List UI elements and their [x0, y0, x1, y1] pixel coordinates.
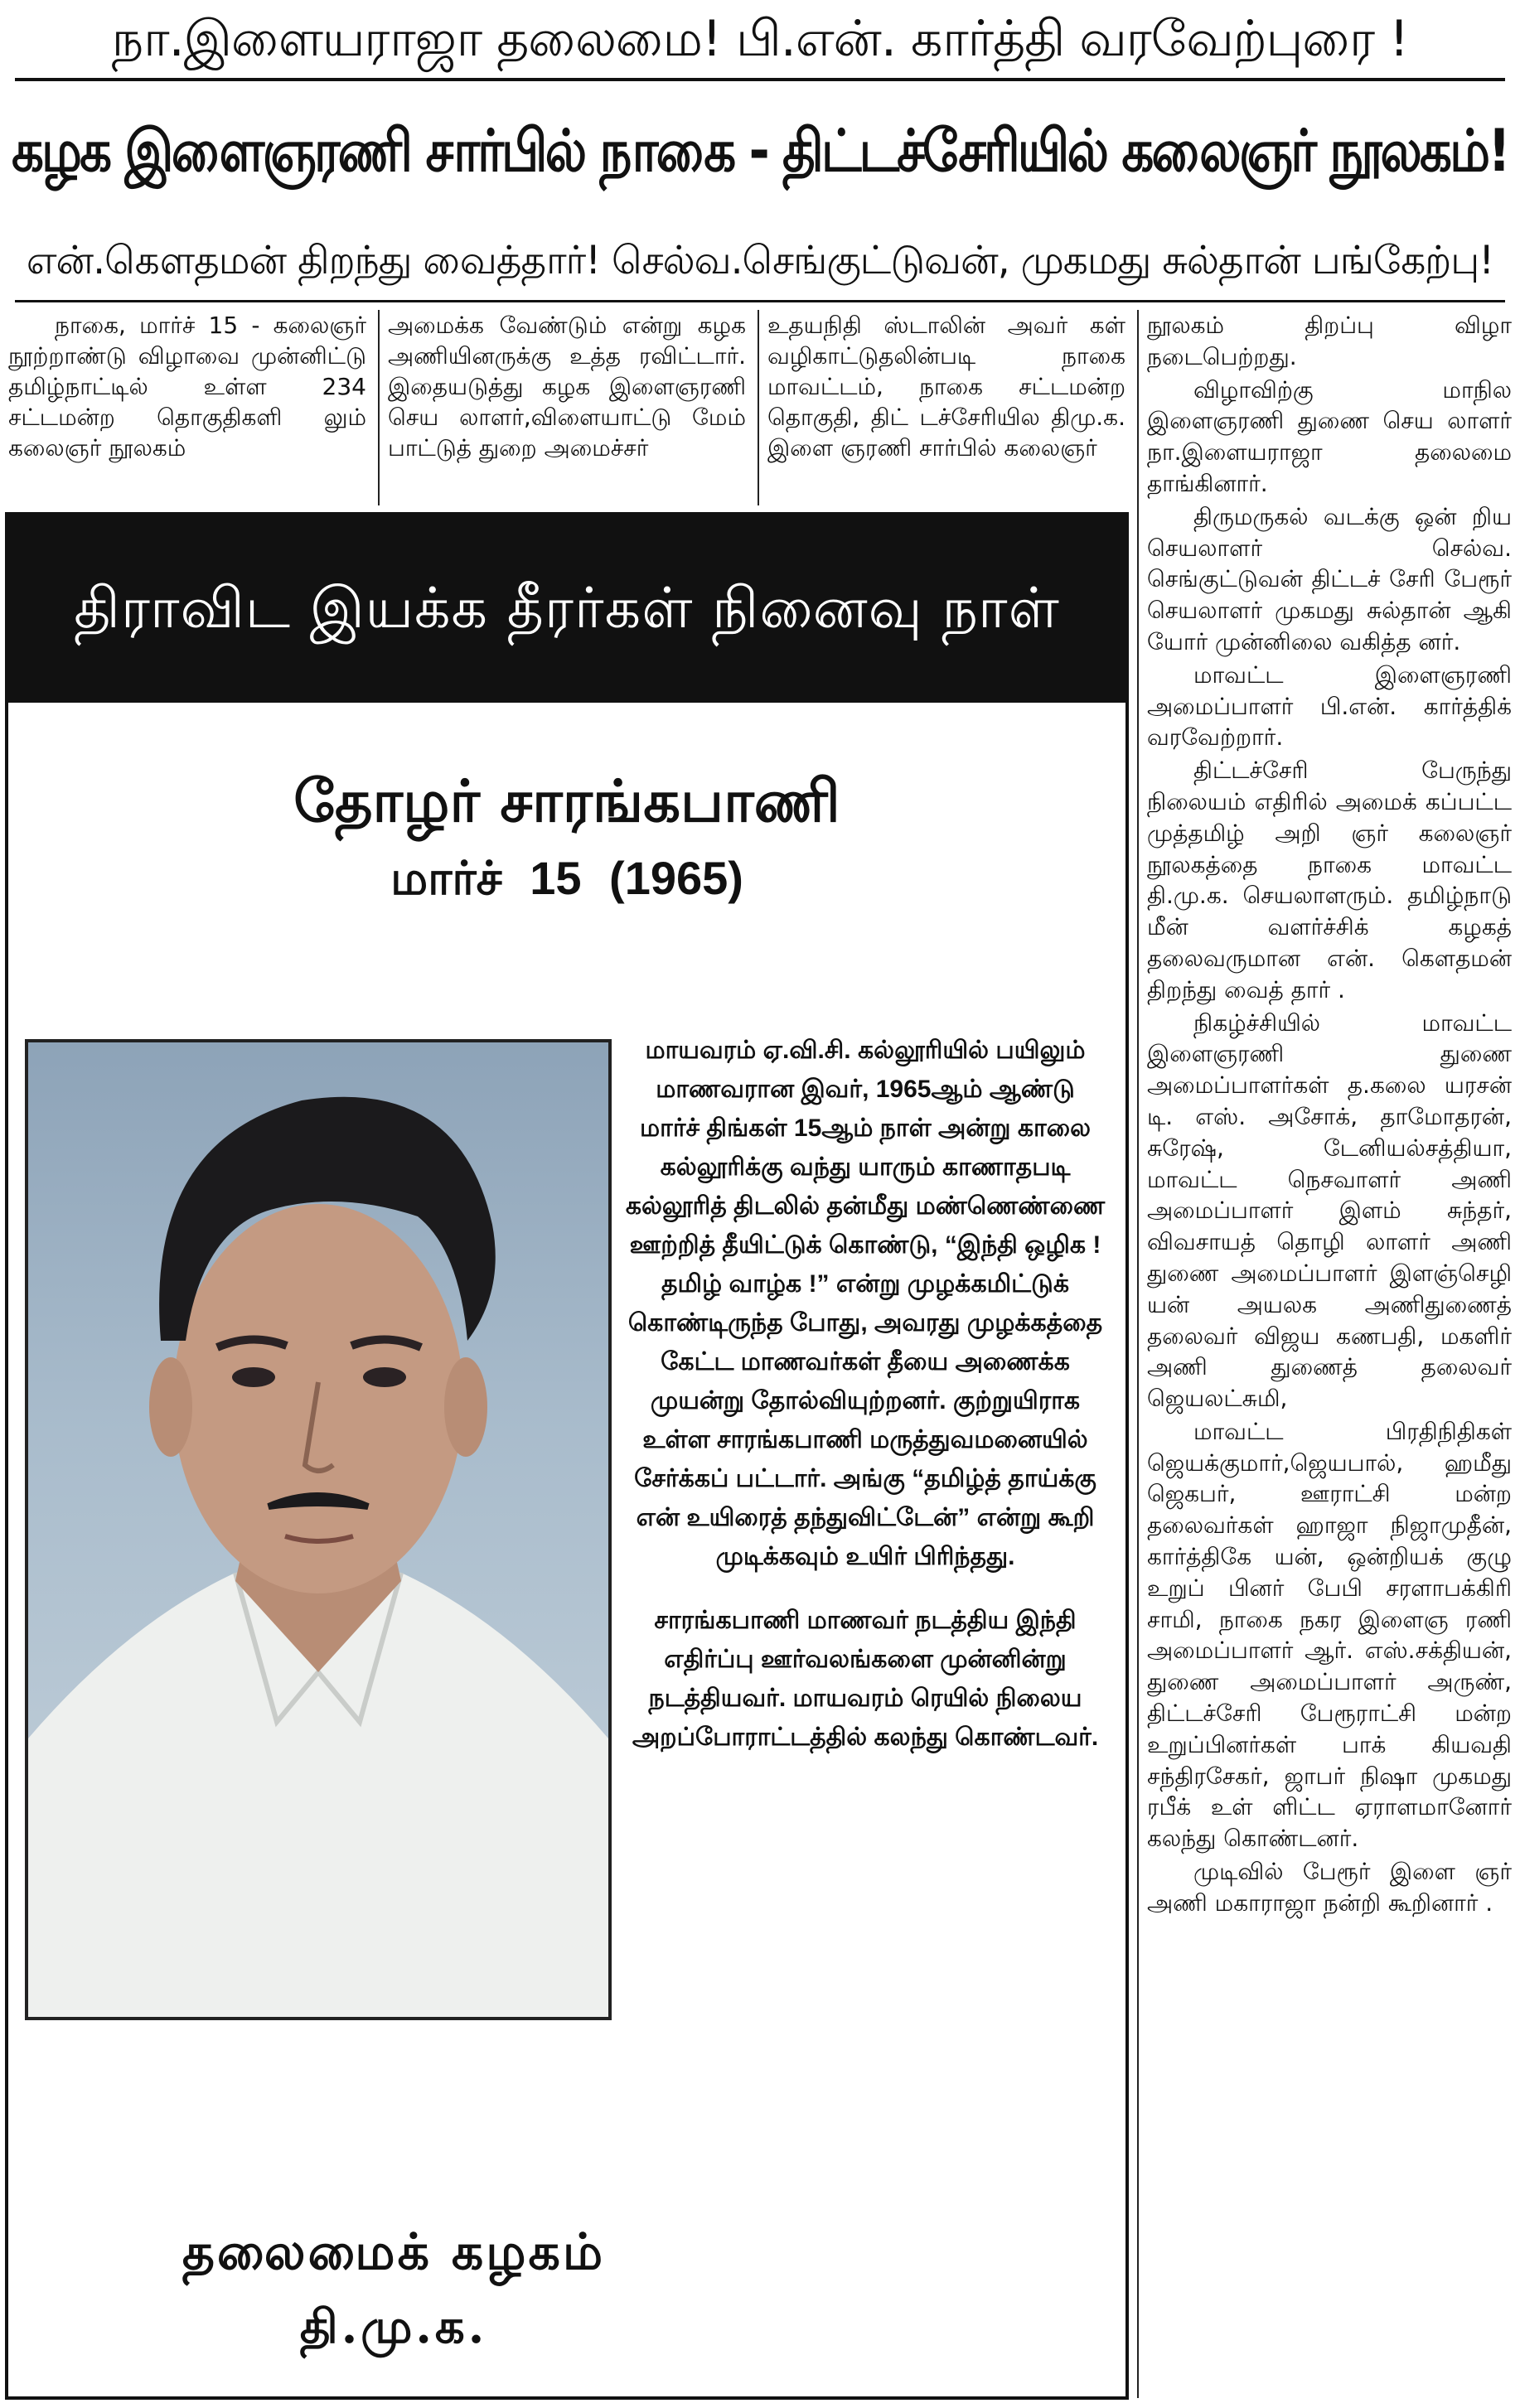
ear-shape: [149, 1357, 192, 1457]
paragraph: நூலகம் திறப்பு விழா நடைபெற்றது.: [1147, 312, 1512, 370]
article-headline: கழக இளைஞரணி சார்பில் நாகை - திட்டச்சேரியில் கலைஞர் நூலகம்!: [12, 117, 1508, 186]
signature-organization: தலைமைக் கழகம்: [182, 2223, 606, 2281]
notice-paragraph: சாரங்கபாணி மாணவர் நடத்திய இந்தி எதிர்ப்பு ஊர்வலங்களை முன்னின்று நடத்தியவர். மாயவரம் ரெயில் நிலைய அறப்போராட்டத்தில் கலந்து கொண்டவர்.: [632, 1607, 1099, 1751]
martyr-date: மார்ச் 15 (1965): [390, 852, 743, 904]
subhead-divider: [15, 300, 1505, 302]
ear-shape: [444, 1357, 487, 1457]
article-column-3: [767, 310, 1125, 465]
column-divider: [1137, 310, 1139, 2398]
face-shape: [173, 1204, 463, 1593]
memorial-notice: [5, 512, 1129, 2400]
notice-banner: திராவிட இயக்க தீரர்கள் நினைவு நாள்: [8, 515, 1125, 703]
article-column-1-text: நாகை, மார்ச் 15 - கலைஞர் நூற்றாண்டு விழாவை முன்னிட்டு தமிழ்நாட்டில் உள்ள 234 சட்டமன்ற தொகுதிகளி லும் கலைஞர் நூலகம்: [8, 312, 366, 462]
eye-shape: [363, 1367, 406, 1387]
article-kicker: நா.இளையராஜா தலைமை! பி.என். கார்த்தி வரவேற்புரை !: [111, 10, 1409, 68]
portrait-illustration: [28, 1042, 608, 2017]
notice-body: [625, 1031, 1106, 1782]
article-subhead: என்.கௌதமன் திறந்து வைத்தார்! செல்வ.செங்குட்டுவன், முகமது சுல்தான் பங்கேற்பு!: [26, 238, 1494, 283]
person-portrait-photo: [25, 1039, 612, 2020]
article-column-2: [388, 310, 746, 465]
article-column-2-text: அமைக்க வேண்டும் என்று கழக அணியினருக்கு உத்த ரவிட்டார். இதையடுத்து கழக இளைஞரணி செய லாளர்,விளையாட்டு மேம் பாட்டுத் துறை அமைச்சர்: [388, 312, 746, 462]
column-divider: [758, 310, 759, 505]
paragraph: மாவட்ட இளைஞரணி அமைப்பாளர் பி.என். கார்த்திக் வரவேற்றார்.: [1147, 660, 1512, 752]
paragraph: திட்டச்சேரி பேருந்து நிலையம் எதிரில் அமைக் கப்பட்ட முத்தமிழ் அறி ஞர் கலைஞர் நூலகத்தை நாகை மாவட்ட தி.மு.க. செயலாளரும். தமிழ்நாடு மீன் வளர்ச்சிக் கழகத் தலைவருமான என். கௌதமன் திறந்து வைத் தார் .: [1147, 757, 1512, 1003]
paragraph: நிகழ்ச்சியில் மாவட்ட இளைஞரணி துணை அமைப்பாளர்கள் த.கலை யரசன் டி. எஸ். அசோக், தாமோதரன், சுரேஷ், டேனியல்சத்தியா, மாவட்ட நெசவாளர் அணி அமைப்பாளர் இளம் சுந்தர், விவசாயத் தொழி லாளர் அணி துணை அமைப்பாளர் இளஞ்செழி யன் அயலக அணிதுணைத் தலைவர் விஜய கணபதி, மகளிர் அணி துணைத் தலைவர் ஜெயலட்சுமி,: [1147, 1008, 1512, 1413]
paragraph: மாவட்ட பிரதிநிதிகள் ஜெயக்குமார்,ஜெயபால், ஹமீது ஜெகபர், ஊராட்சி மன்ற தலைவர்கள் ஹாஜா நிஜாமுதீன், கார்த்திகே யன், ஒன்றியக் குழு உறுப் பினர் பேபி சரளாபக்கிரி சாமி, நாகை நகர இளைஞ ரணி அமைப்பாளர் ஆர். எஸ்.சக்தியன், துணை அமைப்பாளர் அருண், திட்டச்சேரி பேரூராட்சி மன்ற உறுப்பினர்கள் பாக் கியவதி சந்திரசேகர், ஜாபர் நிஷா முகமது ரபீக் உள் ளிட்ட ஏராளமானோர் கலந்து கொண்டனர்.: [1147, 1417, 1512, 1853]
article-column-3-text: உதயநிதி ஸ்டாலின் அவர் கள் வழிகாட்டுதலின்படி நாகை மாவட்டம், நாகை சட்டமன்ற தொகுதி, திட் டச்சேரியில திமு.க. இளை ஞரணி சார்பில் கலைஞர்: [767, 312, 1125, 462]
paragraph: விழாவிற்கு மாநில இளைஞரணி துணை செய லாளர் நா.இளையராஜா தலைமை தாங்கினார்.: [1147, 375, 1512, 497]
paragraph: திருமருகல் வடக்கு ஒன் றிய செயலாளர் செல்வ. செங்குட்டுவன் திட்டச் சேரி பேரூர் செயலாளர் முகமது சுல்தான் ஆகி யோர் முன்னிலை வகித்த னர்.: [1147, 502, 1512, 655]
paragraph: முடிவில் பேரூர் இளை ஞர் அணி மகாராஜா நன்றி கூறினார் .: [1147, 1858, 1512, 1917]
notice-paragraph: மாயவரம் ஏ.வி.சி. கல்லூரியில் பயிலும் மாணவரான இவர், 1965ஆம் ஆண்டு மார்ச் திங்கள் 15ஆம் நாள் அன்று காலை கல்லூரிக்கு வந்து யாரும் காணாதபடி கல்லூரித் திடலில் தன்மீது மண்ணெண்ணை ஊற்றித் தீயிட்டுக் கொண்டு, “இந்தி ஒழிக ! தமிழ் வாழ்க !” என்று முழக்கமிட்டுக் கொண்டிருந்த போது, அவரது முழக்கத்தை கேட்ட மாணவர்கள் தீயை அணைக்க முயன்று தோல்வியுற்றனர். குற்றுயிராக உள்ள சாரங்கபாணி மருத்துவமனையில் சேர்க்கப் பட்டார். அங்கு “தமிழ்த் தாய்க்கு என் உயிரைத் தந்துவிட்டேன்” என்று கூறி முடிக்கவும் உயிர் பிரிந்தது.: [625, 1037, 1106, 1570]
article-column-1: [8, 310, 366, 465]
eye-shape: [232, 1367, 275, 1387]
martyr-name: தோழர் சாரங்கபாணி: [293, 766, 840, 835]
column-divider: [378, 310, 380, 505]
article-column-4: [1147, 310, 1512, 1921]
signature-party: தி.மு.க.: [299, 2299, 488, 2354]
